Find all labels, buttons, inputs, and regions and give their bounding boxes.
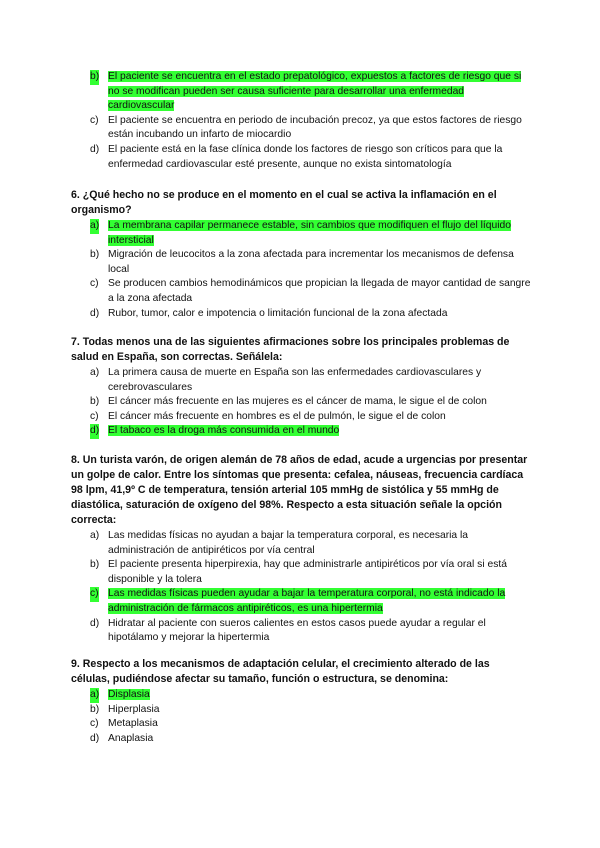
option-text: La primera causa de muerte en España son las enfermedades cardiovasculares y cerebrovasculares — [108, 367, 482, 393]
option-text: El paciente presenta hiperpirexia, hay que administrarle antipiréticos por vía oral si está disponible y la tolera — [108, 559, 507, 585]
option-text: El paciente está en la fase clínica donde los factores de riesgo son críticos para que la enfermedad cardiovascular esté presente, aunque no exista sintomatología — [108, 143, 503, 170]
option-letter: d) — [90, 143, 100, 155]
question-7 — [71, 335, 531, 439]
option-text: Hidratar al paciente con sueros calientes en estos casos puede ayudar a regular el hipotálamo y mejorar la hipertermia — [108, 617, 486, 644]
option-text: Anaplasia — [108, 732, 154, 744]
option-text: El tabaco es la droga más consumida en el mundo — [108, 425, 340, 437]
option-letter: c) — [90, 410, 99, 422]
option-9d — [71, 732, 531, 747]
option-text: El paciente se encuentra en periodo de incubación precoz, ya que estos factores de riesgo están incubando un infarto de miocardio — [108, 114, 522, 141]
option-text: Se producen cambios hemodinámicos que propician la llegada de mayor cantidad de sangre a la zona afectada — [108, 278, 531, 304]
option-letter: a) — [90, 530, 100, 541]
question-6 — [71, 188, 531, 321]
option-7c — [71, 410, 531, 425]
option-text: Rubor, tumor, calor e impotencia o limitación funcional de la zona afectada — [108, 307, 448, 319]
option-letter: b) — [90, 396, 100, 408]
option-6a — [71, 219, 531, 248]
option-7b — [71, 395, 531, 410]
option-text: El cáncer más frecuente en las mujeres es el cáncer de mama, le sigue el de colon — [108, 396, 487, 408]
option-letter: a) — [90, 367, 100, 378]
question-title: 6. ¿Qué hecho no se produce en el momento en el cual se activa la inflamación en el organismo? — [71, 189, 497, 216]
option-text: Migración de leucocitos a la zona afectada para incrementar los mecanismos de defensa local — [108, 249, 514, 275]
option-letter: d) — [90, 424, 99, 439]
option-9b — [71, 703, 531, 718]
option-letter: c) — [90, 114, 99, 126]
option-text: Las medidas físicas no ayudan a bajar la temperatura corporal, es necesaria la administración de antipiréticos por vía central — [108, 530, 469, 556]
question-5 — [71, 70, 531, 172]
option-7a — [71, 366, 531, 395]
option-letter: d) — [90, 307, 100, 319]
option-letter: d) — [90, 732, 100, 744]
option-8d — [71, 617, 531, 646]
option-6b — [71, 248, 531, 277]
option-5d — [71, 143, 531, 172]
option-text: El cáncer más frecuente en hombres es el de pulmón, le sigue el de colon — [108, 410, 446, 422]
option-8b — [71, 558, 531, 587]
option-letter: b) — [90, 249, 100, 261]
option-6d — [71, 307, 531, 322]
option-text: Hiperplasia — [108, 703, 160, 715]
option-6c — [71, 277, 531, 306]
question-title: 8. Un turista varón, de origen alemán de 78 años de edad, acude a urgencias por presentar un golpe de calor. Entre los síntomas que presenta: cefalea, náuseas, frecuencia cardíaca 98 lpm, 41,9º C de temperatura, tensión arterial 105 mmHg de sistólica y 55 mmHg de diastólica, saturación de oxígeno del 98%. Respecto a esta situación señale la opción correcta: — [71, 454, 528, 526]
option-letter: b) — [90, 559, 100, 571]
option-5c — [71, 114, 531, 143]
option-9c — [71, 717, 531, 732]
question-title: 7. Todas menos una de las siguientes afirmaciones sobre los principales problemas de salud en España, son correctas. Señálela: — [71, 336, 510, 363]
question-title: 9. Respecto a los mecanismos de adaptación celular, el crecimiento alterado de las células, pudiéndose afectar su tamaño, función o estructura, se denomina: — [71, 658, 490, 685]
option-text: El paciente se encuentra en el estado prepatológico, expuestos a factores de riesgo que si no se modifican pueden ser causa suficiente para desarrollar una enfermedad cardiovascular — [108, 71, 522, 112]
option-5b — [71, 70, 531, 114]
question-9 — [71, 657, 531, 746]
option-8c — [71, 587, 531, 616]
option-letter: a) — [90, 219, 99, 234]
option-9a — [71, 688, 531, 703]
option-text: La membrana capilar permanece estable, sin cambios que modifiquen el flujo del líquido intersticial — [108, 220, 511, 246]
option-text: Las medidas físicas pueden ayudar a bajar la temperatura corporal, no está indicado la administración de fármacos antipiréticos, es una hipertermia — [108, 588, 506, 614]
option-letter: b) — [90, 70, 99, 85]
option-letter: c) — [90, 587, 99, 602]
question-8 — [71, 453, 531, 646]
option-8a — [71, 529, 531, 558]
option-text: Displasia — [108, 689, 150, 700]
option-text: Metaplasia — [108, 718, 158, 730]
option-letter: d) — [90, 617, 100, 629]
option-7d — [71, 424, 531, 439]
option-letter: c) — [90, 278, 99, 290]
option-letter: c) — [90, 718, 99, 730]
option-letter: a) — [90, 688, 99, 703]
option-letter: b) — [90, 703, 100, 715]
